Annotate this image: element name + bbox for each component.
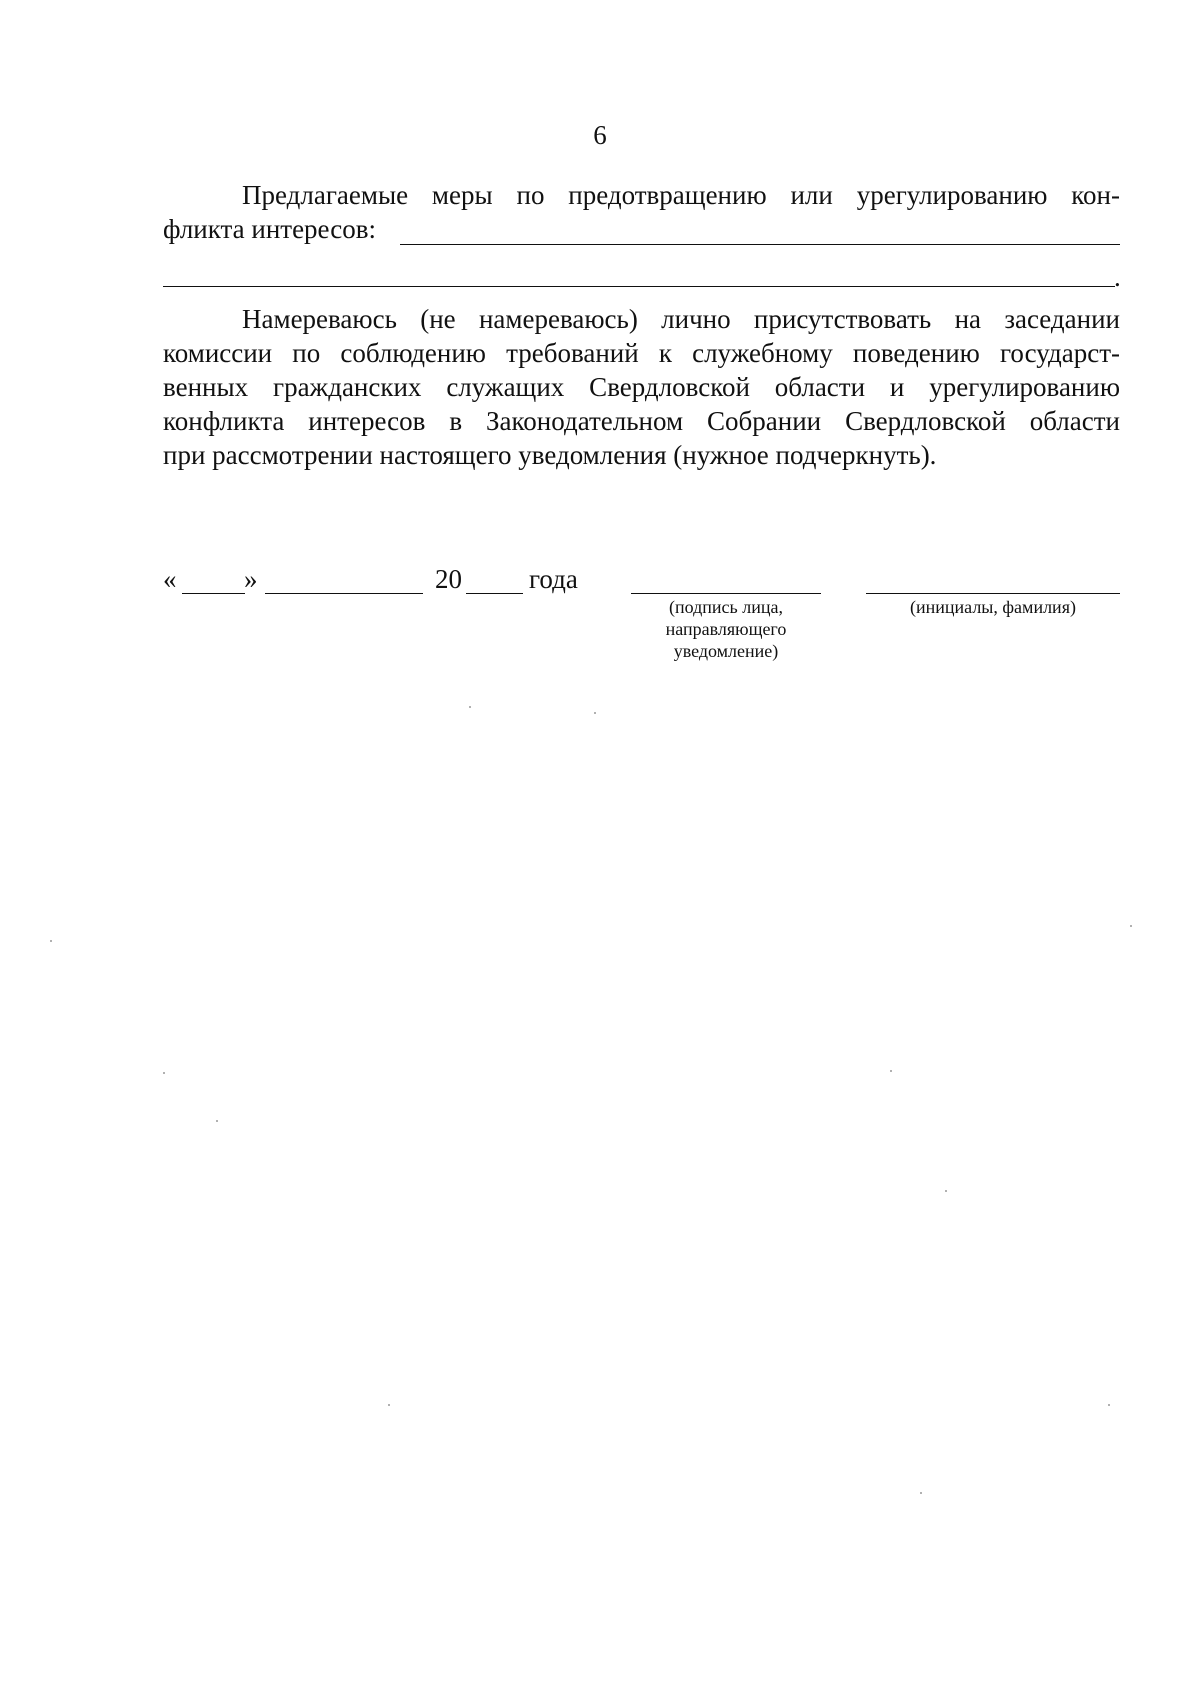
- proposed-measures-input-line-2[interactable]: [163, 286, 1115, 287]
- attendance-line-2: комиссии по соблюдению требований к служебному поведению государст-: [163, 338, 1120, 368]
- name-caption: (инициалы, фамилия): [910, 597, 1076, 617]
- scan-speck: [890, 1070, 892, 1072]
- date-close-quote: »: [244, 564, 258, 594]
- proposed-measures-paragraph: [163, 178, 1120, 246]
- attendance-paragraph: [163, 302, 1120, 472]
- attendance-line-3: венных гражданских служащих Свердловской области и урегулированию: [163, 372, 1120, 402]
- name-field[interactable]: [866, 593, 1120, 594]
- scan-speck: [50, 940, 52, 942]
- signature-caption-line-2: направляющего: [665, 619, 787, 639]
- date-day-field[interactable]: [182, 593, 245, 594]
- scan-speck: [1130, 925, 1132, 927]
- scan-speck: [1108, 1404, 1110, 1406]
- attendance-line-5: при рассмотрении настоящего уведомления (нужное подчеркнуть).: [163, 440, 937, 470]
- date-year-suffix: года: [529, 564, 578, 594]
- scan-speck: [594, 712, 596, 714]
- date-month-field[interactable]: [265, 593, 423, 594]
- scan-speck: [469, 706, 471, 708]
- signature-caption-line-3: уведомление): [673, 641, 779, 661]
- page-number: 6: [593, 120, 607, 150]
- date-year-prefix: 20: [435, 564, 462, 594]
- scan-speck: [216, 1120, 218, 1122]
- proposed-measures-end-mark: .: [1114, 262, 1121, 292]
- scan-speck: [388, 1404, 390, 1406]
- signature-caption: [626, 596, 826, 662]
- proposed-measures-label: фликта интересов:: [163, 214, 376, 244]
- scan-speck: [945, 1190, 947, 1192]
- date-year-field[interactable]: [466, 593, 523, 594]
- date-open-quote: «: [163, 564, 177, 594]
- signature-caption-line-1: (подпись лица,: [669, 597, 783, 617]
- scan-speck: [920, 1492, 922, 1494]
- proposed-measures-line-1: Предлагаемые меры по предотвращению или урегулированию кон-: [242, 180, 1120, 210]
- attendance-line-4: конфликта интересов в Законодательном Собрании Свердловской области: [163, 406, 1120, 436]
- attendance-line-1: Намереваюсь (не намереваюсь) лично присутствовать на заседании: [242, 304, 1120, 334]
- proposed-measures-input-line-1[interactable]: [400, 244, 1120, 245]
- scan-speck: [163, 1072, 165, 1074]
- signature-field[interactable]: [631, 593, 821, 594]
